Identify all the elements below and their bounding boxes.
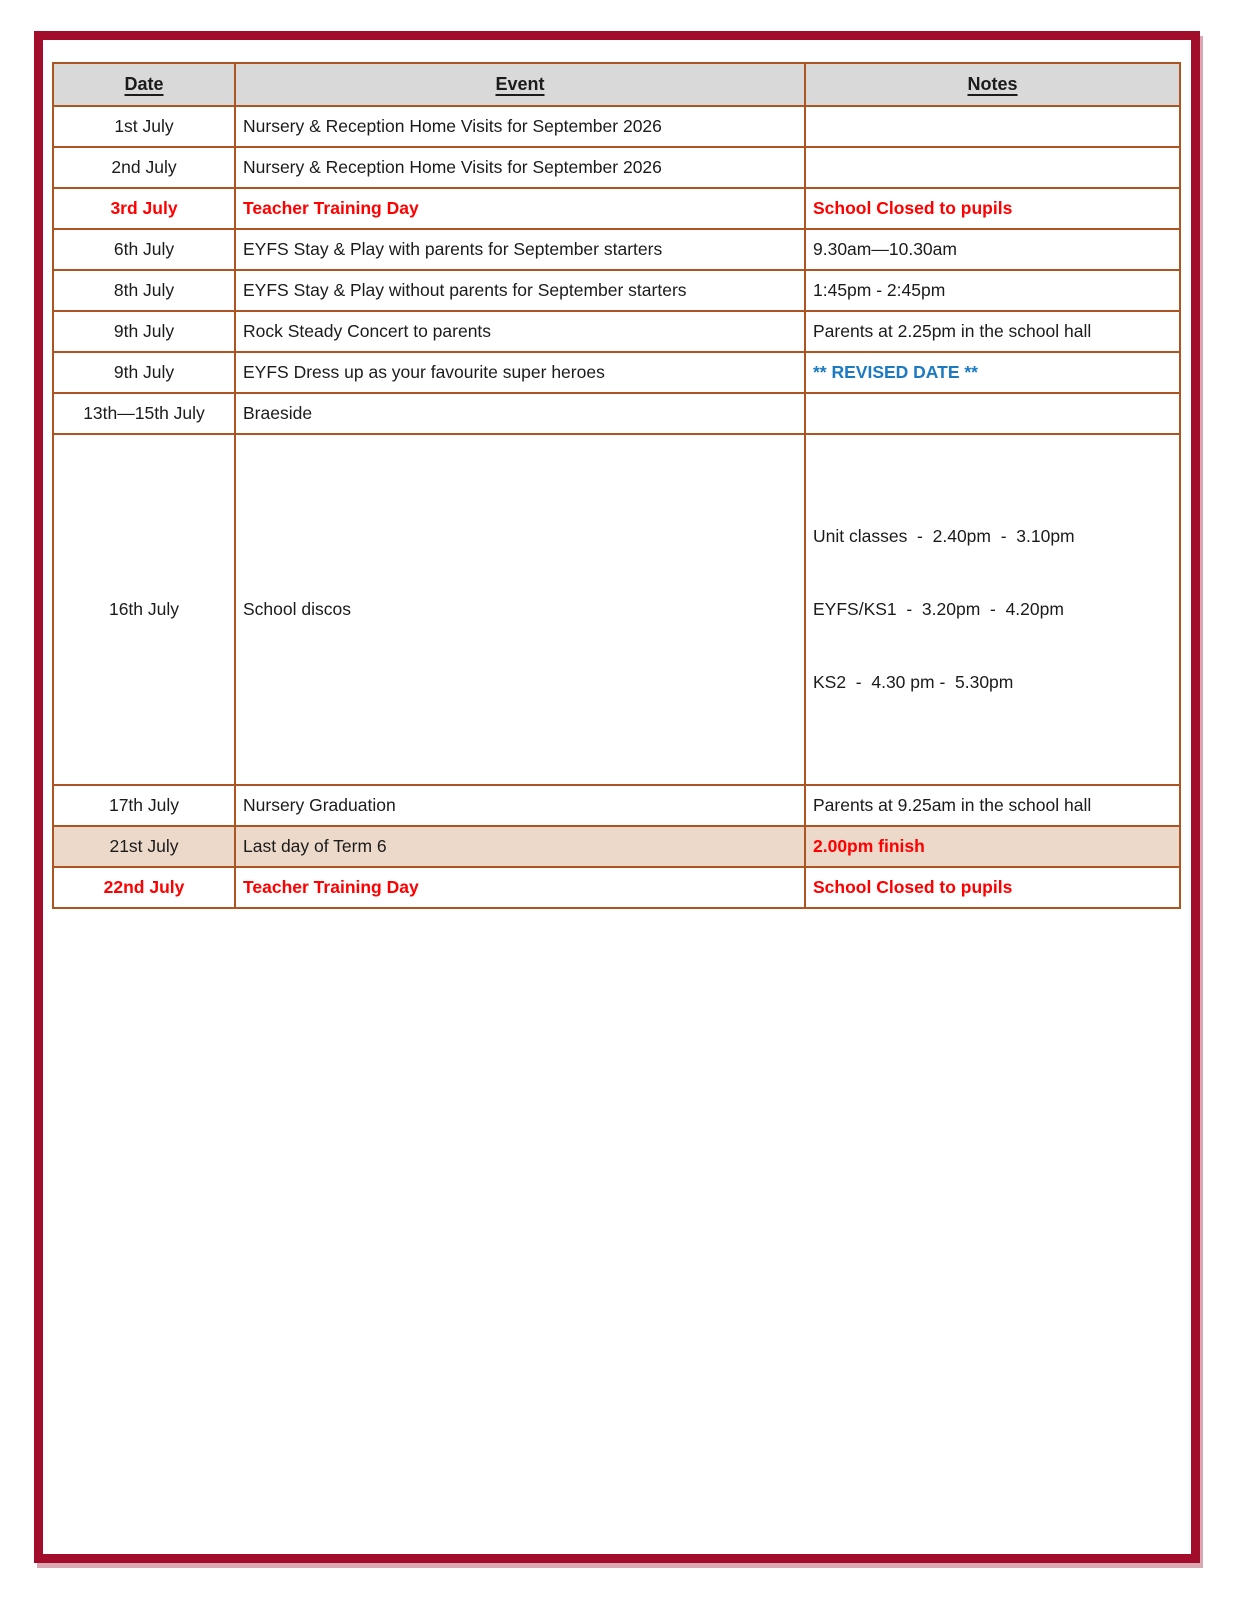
column-header-notes-label: Notes [967, 74, 1018, 94]
event-cell: Nursery & Reception Home Visits for September 2026 [235, 147, 805, 188]
disco-times-list [813, 479, 1173, 740]
event-cell: Braeside [235, 393, 805, 434]
column-header-notes [805, 63, 1180, 106]
table-row-teacher-training [53, 188, 1180, 229]
column-header-date-label: Date [124, 74, 164, 94]
column-header-event [235, 63, 805, 106]
table-row-school-discos [53, 434, 1180, 785]
column-header-date [53, 63, 235, 106]
date-cell: 13th—15th July [53, 393, 235, 434]
disco-time-line: KS2 - 4.30 pm - 5.30pm [813, 672, 1014, 692]
notes-cell [805, 147, 1180, 188]
notes-cell: 2.00pm finish [805, 826, 1180, 867]
date-cell: 9th July [53, 311, 235, 352]
notes-cell [805, 434, 1180, 785]
table-row-revised-date [53, 352, 1180, 393]
event-cell: Nursery & Reception Home Visits for September 2026 [235, 106, 805, 147]
date-cell: 8th July [53, 270, 235, 311]
notes-cell: Parents at 9.25am in the school hall [805, 785, 1180, 826]
date-cell: 16th July [53, 434, 235, 785]
table-header-row [53, 63, 1180, 106]
event-cell: Teacher Training Day [235, 867, 805, 908]
table-row-teacher-training [53, 867, 1180, 908]
event-cell: EYFS Dress up as your favourite super heroes [235, 352, 805, 393]
notes-cell: 1:45pm - 2:45pm [805, 270, 1180, 311]
date-cell: 17th July [53, 785, 235, 826]
date-cell: 6th July [53, 229, 235, 270]
table-row [53, 785, 1180, 826]
table-row [53, 147, 1180, 188]
table-row [53, 393, 1180, 434]
notes-cell: School Closed to pupils [805, 188, 1180, 229]
notes-cell: 9.30am—10.30am [805, 229, 1180, 270]
column-header-event-label: Event [495, 74, 545, 94]
table-row [53, 106, 1180, 147]
notes-cell: ** REVISED DATE ** [805, 352, 1180, 393]
disco-time-line: EYFS/KS1 - 3.20pm - 4.20pm [813, 599, 1064, 619]
date-cell: 21st July [53, 826, 235, 867]
date-cell: 22nd July [53, 867, 235, 908]
event-cell: School discos [235, 434, 805, 785]
event-cell: EYFS Stay & Play with parents for September starters [235, 229, 805, 270]
date-cell: 1st July [53, 106, 235, 147]
date-cell: 9th July [53, 352, 235, 393]
table-row [53, 270, 1180, 311]
notes-cell [805, 393, 1180, 434]
event-cell: Nursery Graduation [235, 785, 805, 826]
notes-cell: School Closed to pupils [805, 867, 1180, 908]
event-cell: Rock Steady Concert to parents [235, 311, 805, 352]
event-cell: EYFS Stay & Play without parents for September starters [235, 270, 805, 311]
school-events-table [52, 62, 1181, 909]
table-row [53, 311, 1180, 352]
date-cell: 2nd July [53, 147, 235, 188]
notes-cell [805, 106, 1180, 147]
table-row-last-day [53, 826, 1180, 867]
table-row [53, 229, 1180, 270]
date-cell: 3rd July [53, 188, 235, 229]
notes-cell: Parents at 2.25pm in the school hall [805, 311, 1180, 352]
event-cell: Last day of Term 6 [235, 826, 805, 867]
disco-time-line: Unit classes - 2.40pm - 3.10pm [813, 526, 1075, 546]
event-cell: Teacher Training Day [235, 188, 805, 229]
